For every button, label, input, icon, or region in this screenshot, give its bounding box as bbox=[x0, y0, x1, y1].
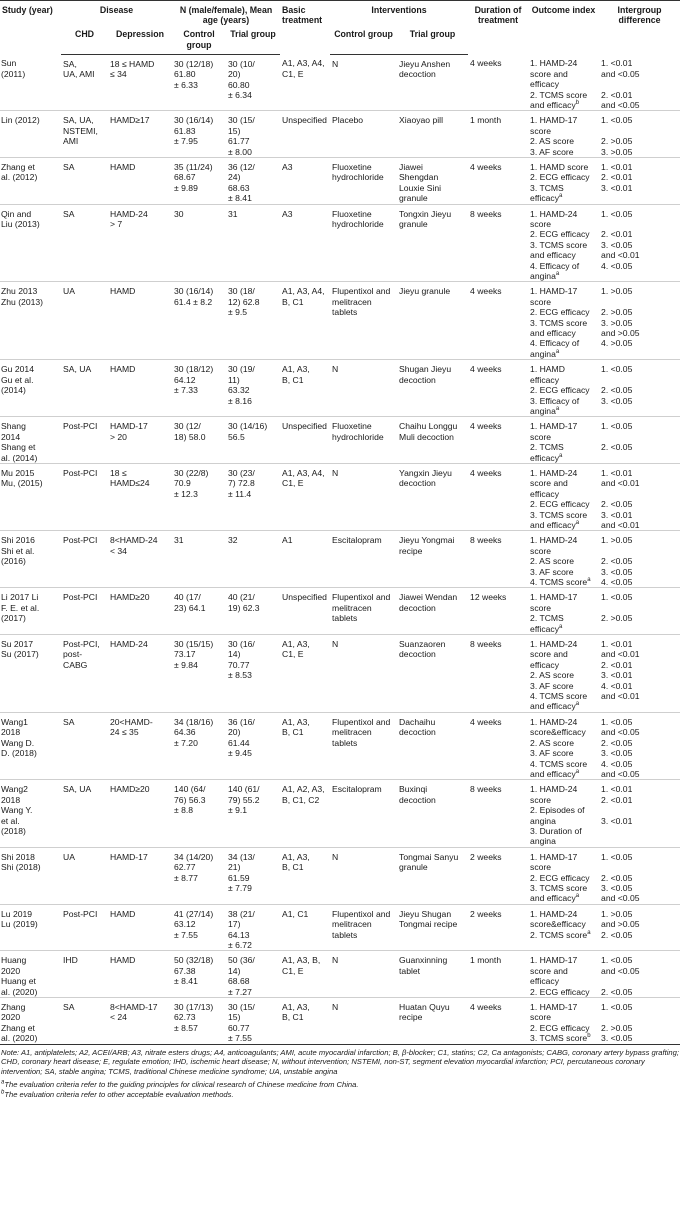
table-row bbox=[0, 204, 680, 282]
n-control-cell: 30 (22/8) 70.9 ± 12.3 bbox=[172, 463, 226, 530]
footnote-a-mark: a bbox=[1, 1079, 5, 1086]
intervention-trial-cell: Yangxin Jieyu decoction bbox=[397, 463, 468, 530]
outcome-cell bbox=[528, 54, 599, 111]
chd-cell: SA, UA bbox=[61, 780, 108, 847]
depression-cell: HAMD bbox=[108, 282, 172, 360]
table-row bbox=[0, 847, 680, 904]
n-trial-cell: 36 (16/ 20) 61.44 ± 9.45 bbox=[226, 712, 280, 779]
basic-treatment-cell: A3 bbox=[280, 157, 330, 204]
chd-cell: Post-PCI bbox=[61, 531, 108, 588]
basic-treatment-cell: A1, A3, A4, B, C1 bbox=[280, 282, 330, 360]
outcome-text: 1. HAMD-17 score 2. TCMS efficacy bbox=[530, 592, 578, 634]
depression-cell: 8<HAMD-17 < 24 bbox=[108, 998, 172, 1044]
table-row bbox=[0, 951, 680, 998]
study-cell: Qin and Liu (2013) bbox=[0, 204, 61, 282]
duration-cell: 4 weeks bbox=[470, 58, 502, 69]
basic-treatment-cell: Unspecified bbox=[280, 588, 330, 635]
study-cell: Sun (2011) bbox=[1, 58, 26, 79]
chd-cell: SA, UA, NSTEMI, AMI bbox=[61, 111, 108, 158]
table-row bbox=[0, 417, 680, 464]
basic-treatment-cell: A1 bbox=[280, 531, 330, 588]
intergroup-cell: 1. <0.05 2. <0.05 3. <0.05 bbox=[599, 360, 680, 417]
basic-treatment-cell: A1, A3, B, C1 bbox=[280, 360, 330, 417]
intergroup-cell: 1. <0.01 2. <0.01 3. <0.01 bbox=[599, 780, 680, 847]
outcome-text: 1. HAMD score 2. ECG efficacy 3. TCMS efficacy bbox=[530, 161, 590, 204]
basic-treatment-cell: A1, A3, B, C1, E bbox=[280, 951, 330, 998]
outcome-cell bbox=[528, 360, 599, 417]
chd-cell: IHD bbox=[61, 951, 108, 998]
outcome-text: 1. HAMD-24 score and efficacy 2. ECG efficacy 3. TCMS score and efficacy bbox=[530, 467, 590, 530]
depression-cell: HAMD bbox=[108, 951, 172, 998]
outcome-cell bbox=[528, 904, 599, 951]
depression-cell: 18 ≤ HAMD ≤ 34 bbox=[110, 58, 155, 80]
basic-treatment-cell: A1, A3, B, C1 bbox=[280, 712, 330, 779]
intergroup-cell: 1. >0.05 2. >0.05 3. >0.05 and >0.05 4. >0.05 bbox=[599, 282, 680, 360]
outcome-footnote-mark: a bbox=[575, 701, 580, 708]
duration-cell: 4 weeks bbox=[468, 998, 528, 1044]
depression-cell: 18 ≤ HAMD≤24 bbox=[108, 463, 172, 530]
header-intergroup: Intergroup difference bbox=[617, 5, 662, 26]
n-trial-cell: 30 (15/ 15) 61.77 ± 8.00 bbox=[226, 111, 280, 158]
study-cell: Zhu 2013 Zhu (2013) bbox=[0, 282, 61, 360]
n-control-cell: 30 bbox=[172, 204, 226, 282]
intervention-trial-cell: Suanzaoren decoction bbox=[397, 635, 468, 713]
intergroup-cell: 1. <0.05 2. <0.05 bbox=[599, 417, 680, 464]
table-row bbox=[0, 712, 680, 779]
depression-cell: HAMD-17 bbox=[108, 847, 172, 904]
n-trial-cell: 34 (13/ 21) 61.59 ± 7.79 bbox=[226, 847, 280, 904]
duration-cell: 8 weeks bbox=[468, 204, 528, 282]
study-cell: Shang 2014 Shang et al. (2014) bbox=[0, 417, 61, 464]
chd-cell: SA, UA bbox=[61, 360, 108, 417]
basic-treatment-cell: Unspecified bbox=[280, 417, 330, 464]
table-row bbox=[0, 463, 680, 530]
table-row bbox=[0, 111, 680, 158]
intervention-control-cell: N bbox=[330, 635, 397, 713]
intervention-control-cell: Flupentixol and melitracen tablets bbox=[330, 588, 397, 635]
study-cell: Lin (2012) bbox=[0, 111, 61, 158]
table-row bbox=[0, 54, 680, 111]
intervention-control-cell: N bbox=[330, 998, 397, 1044]
study-cell: Gu 2014 Gu et al. (2014) bbox=[0, 360, 61, 417]
intervention-control-cell: Flupentixol and melitracen tablets bbox=[330, 282, 397, 360]
n-control-cell: 50 (32/18) 67.38 ± 8.41 bbox=[172, 951, 226, 998]
outcome-cell bbox=[528, 951, 599, 998]
n-trial-cell: 30 (18/ 12) 62.8 ± 9.5 bbox=[226, 282, 280, 360]
outcome-text: 1. HAMD-17 score 2. TCMS efficacy bbox=[530, 421, 578, 463]
chd-cell: Post-PCI bbox=[61, 904, 108, 951]
intervention-trial-cell: Guanxinning tablet bbox=[397, 951, 468, 998]
outcome-footnote-mark: a bbox=[555, 271, 560, 278]
study-cell: Huang 2020 Huang et al. (2020) bbox=[0, 951, 61, 998]
duration-cell: 12 weeks bbox=[468, 588, 528, 635]
intervention-trial-cell: Jiawei Wendan decoction bbox=[397, 588, 468, 635]
intervention-trial-cell: Jieyu Yongmai recipe bbox=[397, 531, 468, 588]
depression-cell: HAMD bbox=[108, 360, 172, 417]
footnote-a bbox=[1, 1080, 679, 1090]
study-cell: Zhang et al. (2012) bbox=[0, 157, 61, 204]
study-cell: Shi 2018 Shi (2018) bbox=[0, 847, 61, 904]
table-row bbox=[0, 282, 680, 360]
outcome-footnote-mark: b bbox=[575, 100, 580, 107]
chd-cell: SA bbox=[61, 157, 108, 204]
table-row bbox=[0, 635, 680, 713]
duration-cell: 2 weeks bbox=[468, 847, 528, 904]
depression-cell: HAMD≥17 bbox=[108, 111, 172, 158]
outcome-text: 1. HAMD-24 score and efficacy 2. TCMS score and efficacy bbox=[530, 58, 588, 110]
duration-cell: 4 weeks bbox=[468, 282, 528, 360]
study-cell: Lu 2019 Lu (2019) bbox=[0, 904, 61, 951]
basic-treatment-cell: A1, A3, A4, C1, E bbox=[280, 463, 330, 530]
header-disease-chd: CHD bbox=[61, 27, 108, 54]
outcome-cell bbox=[528, 588, 599, 635]
intergroup-cell: 1. >0.05 and >0.05 2. <0.05 bbox=[599, 904, 680, 951]
n-control-cell: 35 (11/24) 68.67 ± 9.89 bbox=[172, 157, 226, 204]
outcome-footnote-mark: a bbox=[587, 929, 591, 936]
outcome-footnote-mark: a bbox=[555, 349, 560, 356]
intervention-control-cell: Escitalopram bbox=[330, 531, 397, 588]
outcome-footnote-mark: a bbox=[575, 893, 580, 900]
outcome-cell bbox=[528, 282, 599, 360]
outcome-cell bbox=[528, 157, 599, 204]
header-int-control: Control group bbox=[330, 27, 397, 54]
n-trial-cell: 140 (61/ 79) 55.2 ± 9.1 bbox=[226, 780, 280, 847]
intergroup-cell: 1. <0.01 and <0.01 2. <0.01 3. <0.01 4. <0.01 and <0.01 bbox=[599, 635, 680, 713]
intervention-trial-cell: Dachaihu decoction bbox=[397, 712, 468, 779]
duration-cell: 8 weeks bbox=[468, 780, 528, 847]
intervention-trial-cell: Buxinqi decoction bbox=[397, 780, 468, 847]
duration-cell: 4 weeks bbox=[468, 417, 528, 464]
intervention-control-cell: Flupentixol and melitracen tablets bbox=[330, 904, 397, 951]
basic-treatment-cell: Unspecified bbox=[280, 111, 330, 158]
outcome-cell bbox=[528, 712, 599, 779]
outcome-footnote-mark: b bbox=[587, 1033, 591, 1040]
n-control-cell: 40 (17/ 23) 64.1 bbox=[172, 588, 226, 635]
intervention-trial-cell: Tongmai Sanyu granule bbox=[397, 847, 468, 904]
intervention-control-cell: N bbox=[330, 847, 397, 904]
outcome-footnote-mark: a bbox=[559, 452, 563, 459]
study-cell: Mu 2015 Mu, (2015) bbox=[0, 463, 61, 530]
duration-cell: 4 weeks bbox=[468, 463, 528, 530]
n-control-cell: 30 (16/14) 61.83 ± 7.95 bbox=[172, 111, 226, 158]
intervention-trial-cell: Jieyu Shugan Tongmai recipe bbox=[397, 904, 468, 951]
duration-cell: 8 weeks bbox=[468, 635, 528, 713]
intervention-trial-cell: Shugan Jieyu decoction bbox=[397, 360, 468, 417]
basic-treatment-cell: A1, A3, C1, E bbox=[280, 635, 330, 713]
outcome-footnote-mark: a bbox=[559, 623, 563, 630]
study-cell: Su 2017 Su (2017) bbox=[0, 635, 61, 713]
study-cell: Zhang 2020 Zhang et al. (2020) bbox=[0, 998, 61, 1044]
intergroup-cell: 1. <0.05 2. <0.01 3. <0.05 and <0.01 4. <0.05 bbox=[599, 204, 680, 282]
intervention-control-cell: Placebo bbox=[330, 111, 397, 158]
intergroup-cell: 1. <0.05 and <0.05 2. <0.05 bbox=[599, 951, 680, 998]
chd-cell: Post-PCI, post- CABG bbox=[61, 635, 108, 713]
depression-cell: 8<HAMD-24 < 34 bbox=[108, 531, 172, 588]
outcome-text: 1. HAMD-17 score and efficacy 2. ECG efficacy bbox=[530, 955, 590, 997]
footnote-b bbox=[1, 1090, 679, 1100]
n-trial-cell: 31 bbox=[226, 204, 280, 282]
header-interventions: Interventions bbox=[371, 5, 427, 15]
header-int-trial: Trial group bbox=[397, 27, 468, 54]
n-control-cell: 30 (16/14) 61.4 ± 8.2 bbox=[172, 282, 226, 360]
outcome-text: 1. HAMD efficacy 2. ECG efficacy 3. Efficacy of angina bbox=[530, 364, 590, 416]
depression-cell: HAMD≥20 bbox=[108, 780, 172, 847]
n-control-cell: 30 (12/18) 61.80 ± 6.33 bbox=[174, 58, 214, 90]
outcome-cell bbox=[528, 463, 599, 530]
table-row bbox=[0, 157, 680, 204]
study-cell: Li 2017 Li F. E. et al. (2017) bbox=[0, 588, 61, 635]
intervention-control-cell: Fluoxetine hydrochloride bbox=[330, 204, 397, 282]
intergroup-cell: 1. <0.05 2. >0.05 bbox=[599, 588, 680, 635]
study-cell: Wang2 2018 Wang Y. et al. (2018) bbox=[0, 780, 61, 847]
basic-treatment-cell: A3 bbox=[280, 204, 330, 282]
depression-cell: 20<HAMD- 24 ≤ 35 bbox=[108, 712, 172, 779]
outcome-cell bbox=[528, 635, 599, 713]
n-control-cell: 34 (18/16) 64.36 ± 7.20 bbox=[172, 712, 226, 779]
n-trial-cell: 30 (19/ 11) 63.32 ± 8.16 bbox=[226, 360, 280, 417]
outcome-text: 1. HAMD-17 score 2. ECG efficacy 3. TCMS score bbox=[530, 1002, 590, 1044]
duration-cell: 4 weeks bbox=[468, 712, 528, 779]
outcome-footnote-mark: a bbox=[575, 769, 580, 776]
intervention-control-cell: Fluoxetine hydrochloride bbox=[330, 157, 397, 204]
n-control-cell: 30 (15/15) 73.17 ± 9.84 bbox=[172, 635, 226, 713]
n-trial-cell: 30 (10/ 20) 60.80 ± 6.34 bbox=[228, 58, 255, 101]
depression-cell: HAMD≥20 bbox=[108, 588, 172, 635]
n-trial-cell: 30 (23/ 7) 72.8 ± 11.4 bbox=[226, 463, 280, 530]
header-duration: Duration of treatment bbox=[474, 5, 522, 26]
header-study: Study (year) bbox=[2, 5, 53, 15]
intergroup-cell: 1. <0.05 2. >0.05 3. >0.05 bbox=[599, 111, 680, 158]
chd-cell: Post-PCI bbox=[61, 417, 108, 464]
outcome-cell bbox=[528, 111, 599, 158]
intervention-trial-cell: Jieyu granule bbox=[397, 282, 468, 360]
table-row bbox=[0, 998, 680, 1044]
outcome-text: 1. HAMD-17 score 2. ECG efficacy 3. TCMS score and efficacy bbox=[530, 851, 590, 904]
study-cell: Shi 2016 Shi et al. (2016) bbox=[0, 531, 61, 588]
chd-cell: Post-PCI bbox=[61, 463, 108, 530]
chd-cell: UA bbox=[61, 282, 108, 360]
table-row bbox=[0, 780, 680, 847]
intervention-control-cell: N bbox=[330, 951, 397, 998]
n-control-cell: 31 bbox=[172, 531, 226, 588]
chd-cell: SA bbox=[61, 204, 108, 282]
chd-cell: UA bbox=[61, 847, 108, 904]
header-n: N (male/female), Mean age (years) bbox=[179, 5, 273, 26]
abbreviations-note: Note: A1, antiplatelets; A2, ACEI/ARB; A3, nitrate esters drugs; A4, anticoagulants; AMI, acute myocardial infarction; B, β-blocker; C1, statins; C2, Ca antagonists; CABG, coronary artery bypass grafting; CHD, coronary heart disease; E, regulate emotion; IHD, ischemic heart disease; N, without intervention; NSTEMI, non-ST, segment elevation myocardial infarction; PCI, percutaneous coronary intervention; SA, stable angina; TCMS, traditional Chinese medicine syndrome; UA, unstable angina bbox=[1, 1047, 679, 1076]
duration-cell: 2 weeks bbox=[468, 904, 528, 951]
outcome-text: 1. HAMD-24 score 2. ECG efficacy 3. TCMS score and efficacy 4. Efficacy of angina bbox=[530, 208, 590, 282]
outcome-text: 1. HAMD-24 score and efficacy 2. AS score 3. AF score 4. TCMS score and efficacy bbox=[530, 639, 588, 712]
duration-cell: 1 month bbox=[468, 951, 528, 998]
outcome-footnote-mark: a bbox=[555, 406, 560, 413]
intergroup-cell: 1. <0.01 2. <0.01 3. <0.01 bbox=[599, 157, 680, 204]
chd-cell: SA bbox=[61, 712, 108, 779]
n-control-cell: 41 (27/14) 63.12 ± 7.55 bbox=[172, 904, 226, 951]
footnote-b-mark: b bbox=[1, 1089, 5, 1096]
outcome-text: 1. HAMD-24 score 2. Episodes of angina 3. Duration of angina bbox=[530, 784, 585, 847]
depression-cell: HAMD bbox=[108, 157, 172, 204]
n-trial-cell: 32 bbox=[226, 531, 280, 588]
intervention-control-cell: Escitalopram bbox=[330, 780, 397, 847]
table-body bbox=[0, 54, 680, 1043]
outcome-cell bbox=[528, 847, 599, 904]
duration-cell: 4 weeks bbox=[468, 157, 528, 204]
n-control-cell: 30 (12/ 18) 58.0 bbox=[172, 417, 226, 464]
intergroup-cell: 1. <0.05 2. <0.05 3. <0.05 and <0.05 bbox=[599, 847, 680, 904]
intergroup-cell: 1. <0.05 and <0.05 2. <0.05 3. <0.05 4. <0.05 and <0.05 bbox=[599, 712, 680, 779]
table-footnotes bbox=[0, 1044, 680, 1100]
n-control-cell: 30 (17/13) 62.73 ± 8.57 bbox=[172, 998, 226, 1044]
outcome-text: 1. HAMD-24 score&efficacy 2. AS score 3. AF score 4. TCMS score and efficacy bbox=[530, 716, 588, 779]
basic-treatment-cell: A1, C1 bbox=[280, 904, 330, 951]
outcome-cell bbox=[528, 531, 599, 588]
duration-cell: 8 weeks bbox=[468, 531, 528, 588]
n-trial-cell: 30 (14/16) 56.5 bbox=[226, 417, 280, 464]
intergroup-cell: 1. <0.01 and <0.01 2. <0.05 3. <0.01 and <0.01 bbox=[599, 463, 680, 530]
depression-cell: HAMD-24 bbox=[108, 635, 172, 713]
table-row bbox=[0, 531, 680, 588]
n-trial-cell: 30 (16/ 14) 70.77 ± 8.53 bbox=[226, 635, 280, 713]
depression-cell: HAMD bbox=[108, 904, 172, 951]
intervention-trial-cell: Huatan Quyu recipe bbox=[397, 998, 468, 1044]
footnote-b-text: The evaluation criteria refer to other acceptable evaluation methods. bbox=[4, 1090, 234, 1100]
intervention-trial-cell: Jiawei Shengdan Louxie Sini granule bbox=[397, 157, 468, 204]
header-n-control: Control group bbox=[172, 27, 226, 54]
basic-treatment-cell: A1, A2, A3, B, C1, C2 bbox=[280, 780, 330, 847]
chd-cell: Post-PCI bbox=[61, 588, 108, 635]
intergroup-cell: 1. <0.01 and <0.05 2. <0.01 and <0.05 bbox=[601, 58, 640, 110]
n-control-cell: 140 (64/ 76) 56.3 ± 8.8 bbox=[172, 780, 226, 847]
header-n-trial: Trial group bbox=[226, 27, 280, 54]
footnote-a-text: The evaluation criteria refer to the guiding principles for clinical research of Chinese medicine from China. bbox=[4, 1080, 359, 1090]
chd-cell: SA bbox=[61, 998, 108, 1044]
header-disease: Disease bbox=[99, 5, 134, 15]
intervention-control-cell: N bbox=[330, 360, 397, 417]
n-trial-cell: 50 (36/ 14) 68.68 ± 7.27 bbox=[226, 951, 280, 998]
intervention-control-cell: N bbox=[332, 58, 339, 69]
intervention-control-cell: Flupentixol and melitracen tablets bbox=[330, 712, 397, 779]
intergroup-cell: 1. <0.05 2. >0.05 3. <0.05 bbox=[599, 998, 680, 1044]
depression-cell: HAMD-17 > 20 bbox=[108, 417, 172, 464]
intervention-trial-cell: Tongxin Jieyu granule bbox=[397, 204, 468, 282]
basic-treatment-cell: A1, A3, B, C1 bbox=[280, 998, 330, 1044]
intervention-control-cell: Fluoxetine hydrochloride bbox=[330, 417, 397, 464]
outcome-footnote-mark: a bbox=[587, 577, 591, 584]
outcome-cell bbox=[528, 417, 599, 464]
outcome-footnote-mark: a bbox=[559, 193, 563, 200]
outcome-cell bbox=[528, 780, 599, 847]
n-trial-cell: 36 (12/ 24) 68.63 ± 8.41 bbox=[226, 157, 280, 204]
outcome-text: 1. HAMD-17 score 2. ECG efficacy 3. TCMS score and efficacy 4. Efficacy of angina bbox=[530, 286, 590, 359]
duration-cell: 4 weeks bbox=[468, 360, 528, 417]
intervention-control-cell: N bbox=[330, 463, 397, 530]
basic-treatment-cell: A1, A3, A4, C1, E bbox=[282, 58, 325, 79]
n-control-cell: 30 (18/12) 64.12 ± 7.33 bbox=[172, 360, 226, 417]
table-row bbox=[0, 588, 680, 635]
n-control-cell: 34 (14/20) 62.77 ± 8.77 bbox=[172, 847, 226, 904]
header-outcome: Outcome index bbox=[531, 5, 596, 15]
header-disease-depression: Depression bbox=[108, 27, 172, 54]
n-trial-cell: 30 (15/ 15) 60.77 ± 7.55 bbox=[226, 998, 280, 1044]
table-row bbox=[0, 904, 680, 951]
chd-cell: SA, UA, AMI bbox=[63, 58, 95, 80]
outcome-text: 1. HAMD-24 score 2. AS score 3. AF score 4. TCMS score bbox=[530, 535, 588, 587]
intervention-trial-cell: Xiaoyao pill bbox=[397, 111, 468, 158]
n-trial-cell: 40 (21/ 19) 62.3 bbox=[226, 588, 280, 635]
n-trial-cell: 38 (21/ 17) 64.13 ± 6.72 bbox=[226, 904, 280, 951]
outcome-footnote-mark: a bbox=[575, 520, 580, 527]
outcome-cell bbox=[528, 998, 599, 1044]
intervention-trial-cell: Jieyu Anshen decoction bbox=[399, 58, 451, 80]
study-cell: Wang1 2018 Wang D. D. (2018) bbox=[0, 712, 61, 779]
duration-cell: 1 month bbox=[468, 111, 528, 158]
depression-cell: HAMD-24 > 7 bbox=[108, 204, 172, 282]
outcome-cell bbox=[528, 204, 599, 282]
header-basic-treatment: Basic treatment bbox=[282, 5, 323, 26]
intergroup-cell: 1. >0.05 2. <0.05 3. <0.05 4. <0.05 bbox=[599, 531, 680, 588]
outcome-text: 1. HAMD-17 score 2. AS score 3. AF score bbox=[530, 115, 578, 157]
basic-treatment-cell: A1, A3, B, C1 bbox=[280, 847, 330, 904]
intervention-trial-cell: Chaihu Longgu Muli decoction bbox=[397, 417, 468, 464]
table-row bbox=[0, 360, 680, 417]
outcome-text: 1. HAMD-24 score&efficacy 2. TCMS score bbox=[530, 908, 588, 940]
